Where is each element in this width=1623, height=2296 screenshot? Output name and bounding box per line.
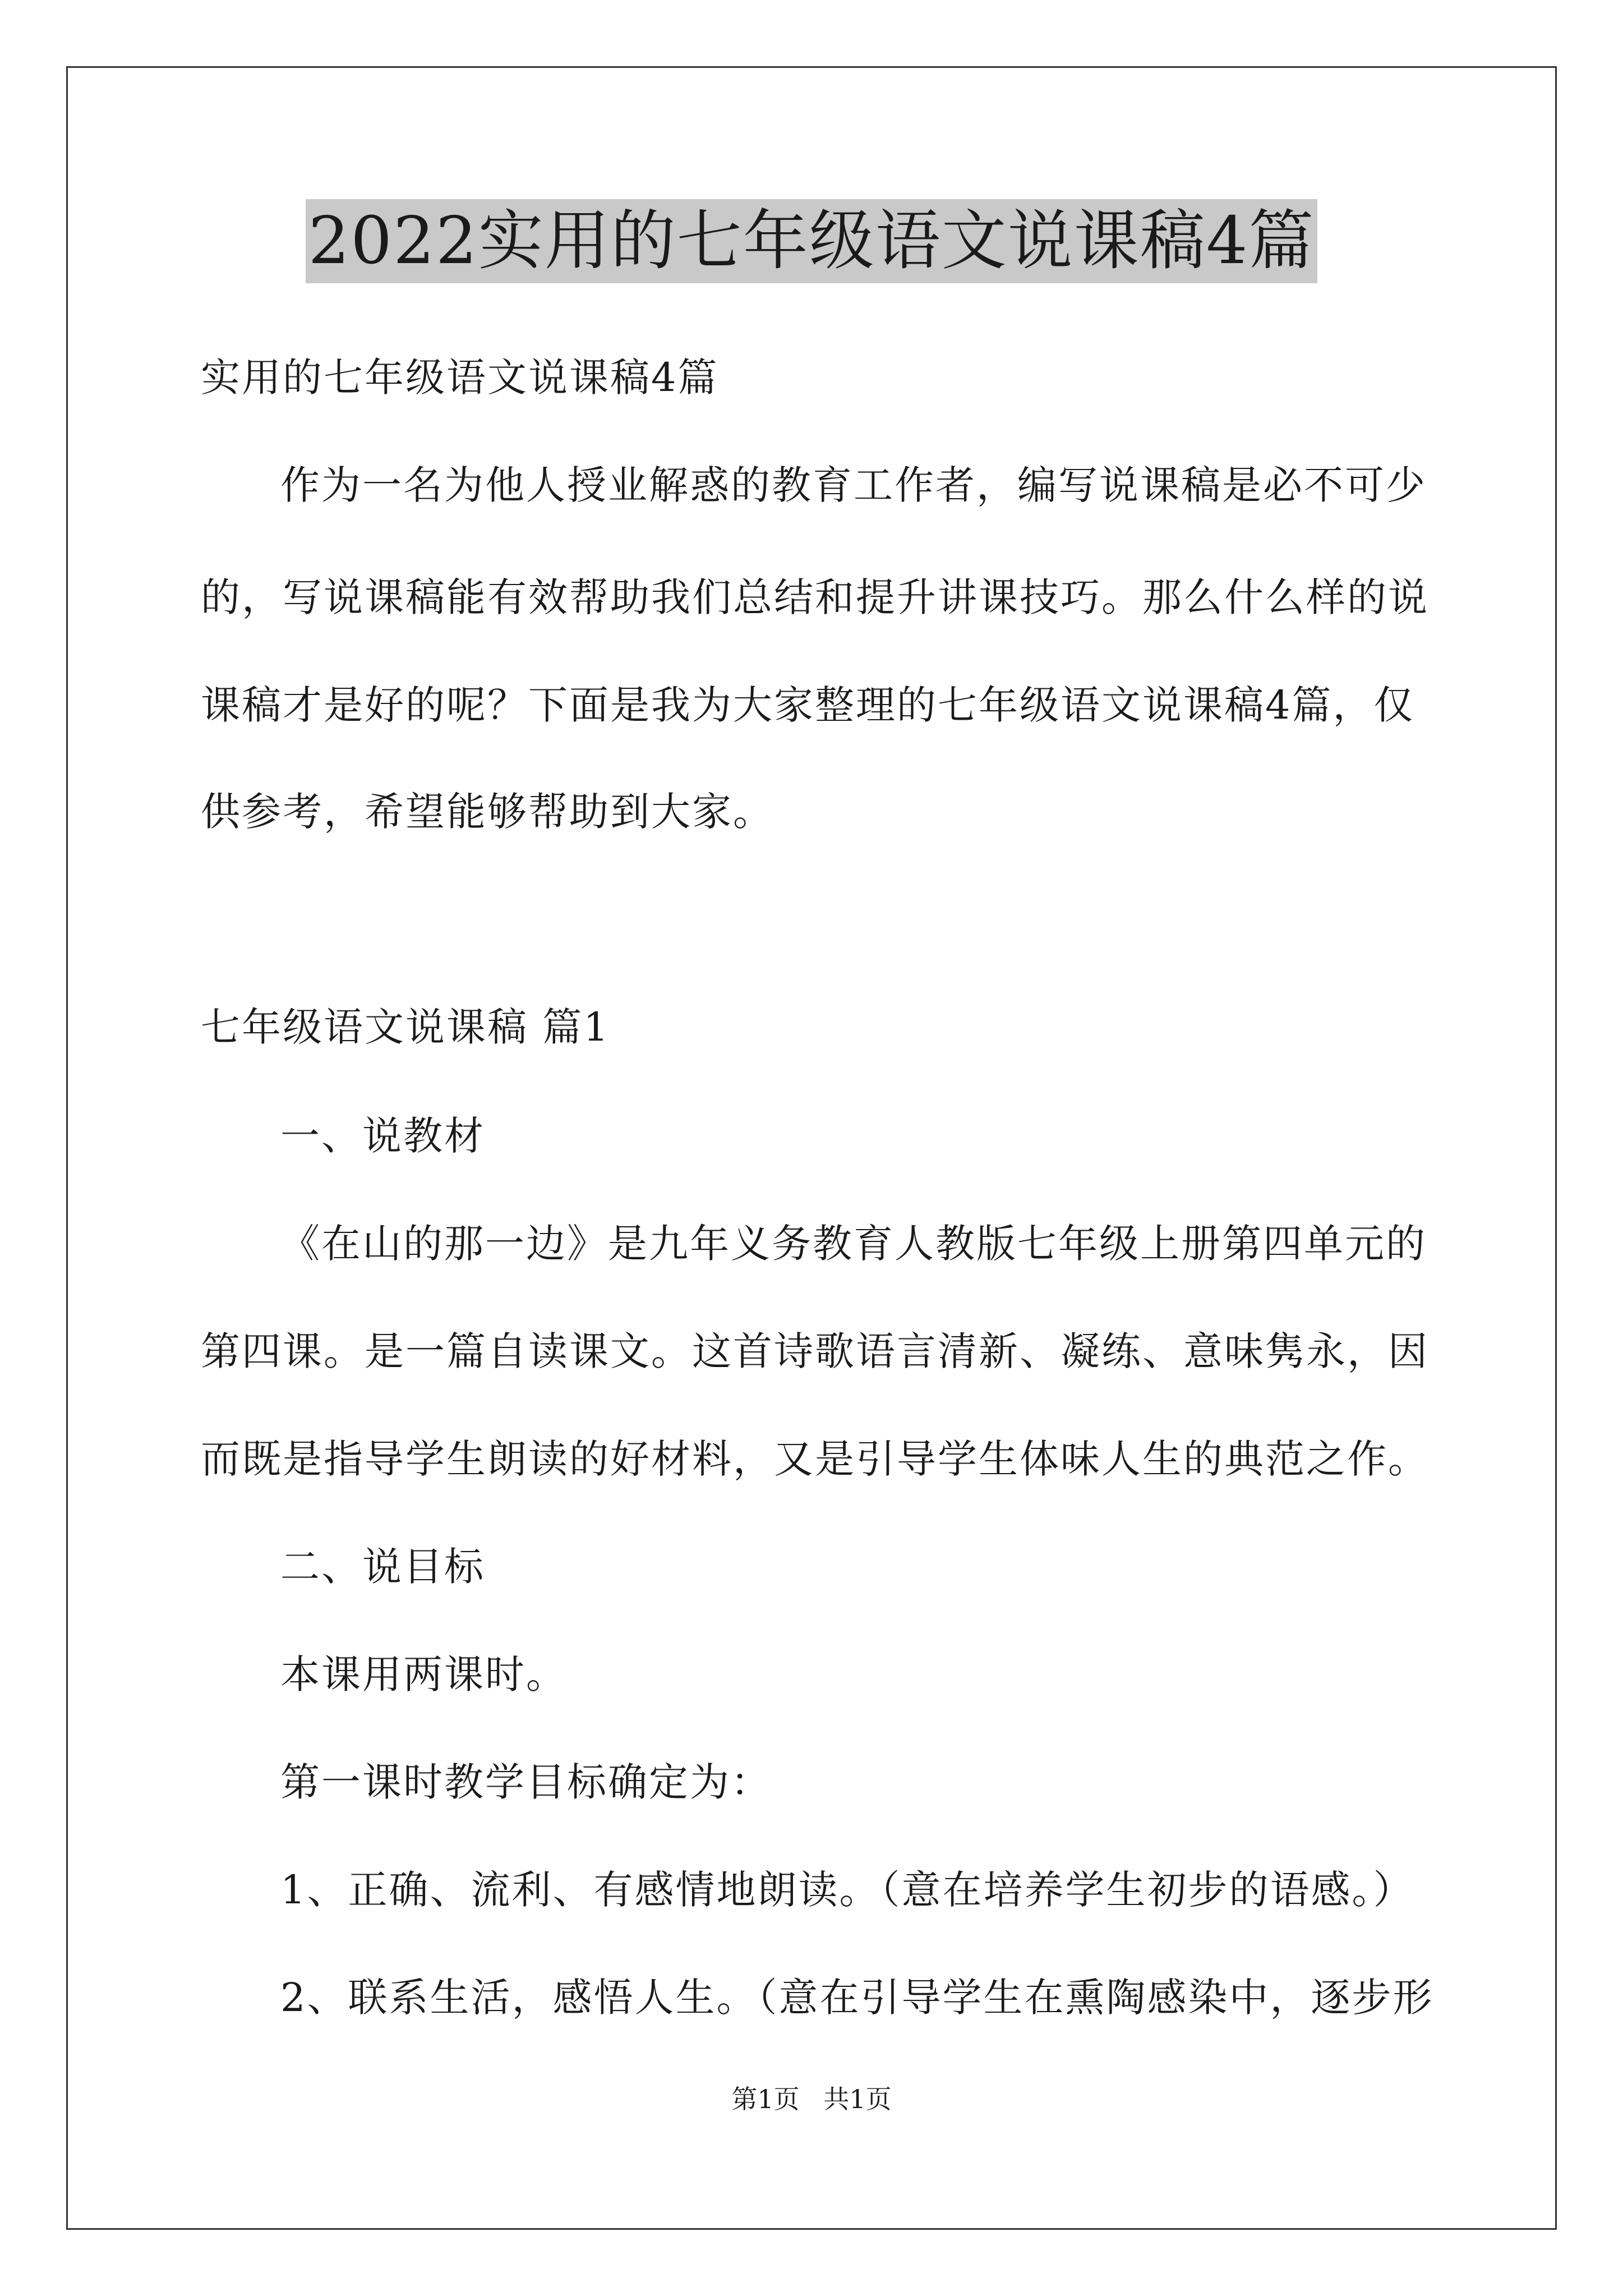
intro-line-3: 课稿才是好的呢？下面是我为大家整理的七年级语文说课稿4篇，仅 xyxy=(201,682,1415,728)
part2-heading: 二、说目标 xyxy=(280,1544,485,1590)
part1-line-1: 《在山的那一边》是九年义务教育人教版七年级上册第四单元的 xyxy=(280,1221,1427,1267)
document-title: 2022实用的七年级语文说课稿4篇 xyxy=(306,199,1317,283)
part1-heading: 一、说教材 xyxy=(280,1113,485,1159)
part2-line-3: 1、正确、流利、有感情地朗读。（意在培养学生初步的语感。） xyxy=(280,1867,1414,1913)
subtitle-line: 实用的七年级语文说课稿4篇 xyxy=(201,355,719,401)
part2-line-4: 2、联系生活，感悟人生。（意在引导学生在熏陶感染中，逐步形 xyxy=(280,1975,1434,2021)
page-number: 第1页 xyxy=(731,2084,800,2114)
part2-line-1: 本课用两课时。 xyxy=(280,1651,567,1697)
intro-line-2: 的，写说课稿能有效帮助我们总结和提升讲课技巧。那么什么样的说 xyxy=(201,574,1429,620)
intro-line-4: 供参考，希望能够帮助到大家。 xyxy=(201,789,774,835)
page-footer xyxy=(0,2082,1623,2116)
part2-line-2: 第一课时教学目标确定为： xyxy=(280,1759,772,1805)
part1-line-2: 第四课。是一篇自读课文。这首诗歌语言清新、凝练、意味隽永，因 xyxy=(201,1328,1429,1374)
part1-line-3: 而既是指导学生朗读的好材料，又是引导学生体味人生的典范之作。 xyxy=(201,1436,1429,1482)
page-total: 共1页 xyxy=(823,2084,892,2114)
title-container xyxy=(0,199,1623,283)
section-heading: 七年级语文说课稿 篇1 xyxy=(201,1004,610,1050)
intro-line-1: 作为一名为他人授业解惑的教育工作者，编写说课稿是必不可少 xyxy=(280,462,1427,508)
